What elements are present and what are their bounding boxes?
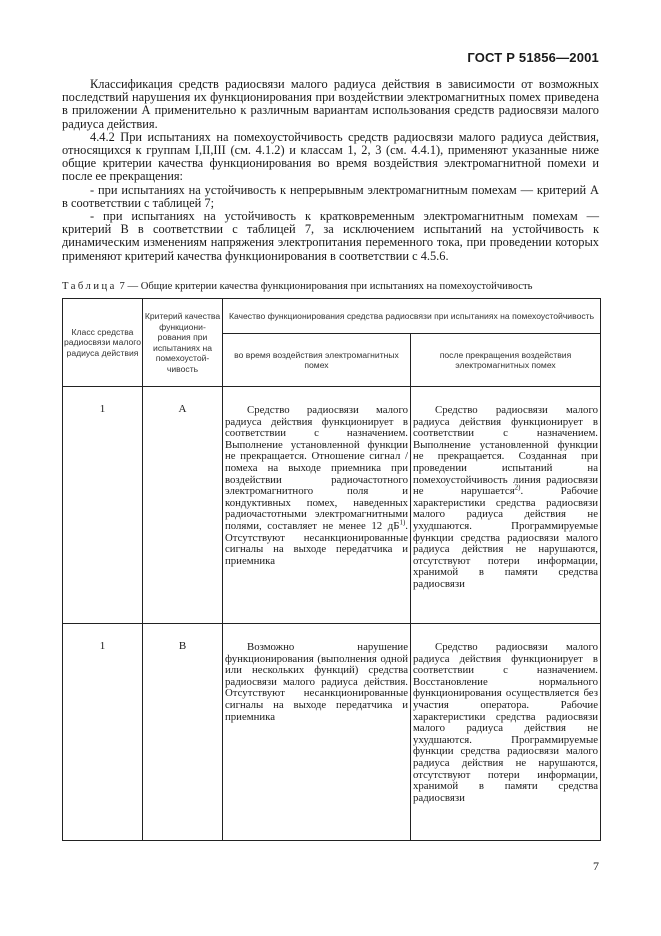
cell-during-text: Возможно нарушение функционирования (выполнения одной или нескольких функций) средства радиосвязи малого радиуса действия. Отсутствуют несанкционированные сигналы на выходе передатчика и приемника: [225, 641, 408, 723]
paragraph-classification: Классификация средств радиосвязи малого радиуса действия в зависимости от возможных последствий нарушения их функционирования при воздействии электромагнитных помех приведена в приложении А применительно к различным вариантам использования средств радиосвязи малого радиуса действия.: [62, 77, 599, 131]
table-caption: [62, 281, 602, 292]
cell-during-tail: . Отсутствуют несанкционированные сигналы на выходе передатчика и приемника: [225, 519, 408, 567]
header-class: Класс средства радиосвязи малого радиуса действия: [63, 299, 143, 387]
table-caption-prefix: Таблица: [62, 281, 117, 292]
paragraph-4-4-2: 4.4.2 При испытаниях на помехоустойчивость средств радиосвязи малого радиуса действия, относящихся к группам I,II,III (см. 4.1.2) и классам 1, 2, 3 (см. 4.4.1), применяют указанные ниже общие критерии качества функционирования во время воздействия электромагнитной помехи и после ее прекращения:: [62, 129, 599, 184]
table-caption-text: 7 — Общие критерии качества функционирования при испытаниях на помехоустойчивость: [116, 281, 533, 292]
table-row: [63, 387, 601, 624]
table-header-row: [63, 299, 601, 334]
cell-after-text: Средство радиосвязи малого радиуса действия функционирует в соответствии с назначением. Выполнение установленной функции не прекращается. Созданная при проведении испытаний на помехоустойчивость линия радиосвязи не нарушается: [413, 404, 598, 498]
header-quality: Качество функционирования средства радиосвязи при испытаниях на помехоустойчивость: [223, 299, 601, 334]
cell-after-text: Средство радиосвязи малого радиуса действия функционирует в соответствии с назначением. Восстановление нормального функционирования осуществляется без участия оператора. Рабочие характеристики средства радиосвязи малого радиуса действия не ухудшаются. Программируемые функции средства радиосвязи малого радиуса действия не нарушаются, отсутствуют потери информации, хранимой в памяти средства радиосвязи: [413, 641, 598, 804]
paragraph-criterion-b: - при испытаниях на устойчивость к кратковременным электромагнитным помехам — критерий В в соответствии с таблицей 7, за исключением испытаний на устойчивость к динамическим изменениям напряжения электропитания переменного тока, при проведении которых применяют критерий качества функционирования в соответствии с 4.5.6.: [62, 209, 599, 263]
cell-criterion: В: [143, 624, 223, 841]
cell-class: 1: [63, 624, 143, 841]
cell-criterion: А: [143, 387, 223, 624]
cell-during-text: Средство радиосвязи малого радиуса действия функционирует в соответствии с назначением. Выполнение установленной функции не прекращается. Отношение сигнал / помеха на выходе приемника при воздействии радиочастотного электромагнитного поля и кондуктивных помех, наведенных радиочастотными электромагнитными полями, составляет не менее 12 дБ: [225, 404, 408, 532]
table-row: [63, 624, 601, 841]
header-during: во время воздействия электромагнитных помех: [223, 334, 411, 387]
cell-during: [223, 624, 411, 841]
cell-after-tail: . Рабочие характеристики средства радиосвязи малого радиуса действия не ухудшаются. Программируемые функции средства радиосвязи малого радиуса действия не нарушаются, отсутствуют потери информации, хранимой в памяти средства радиосвязи: [413, 485, 598, 590]
page-number: 7: [593, 859, 599, 873]
cell-after: [411, 624, 601, 841]
body-text: [62, 78, 599, 263]
criteria-table: [62, 298, 601, 841]
document-id: ГОСТ Р 51856—2001: [467, 50, 599, 65]
cell-class: 1: [63, 387, 143, 624]
header-criterion: Критерий качества функциони- рования при испытаниях на помехоустой- чивость: [143, 299, 223, 387]
footnote-ref-1: 1): [399, 518, 406, 527]
cell-during: [223, 387, 411, 624]
paragraph-criterion-a: - при испытаниях на устойчивость к непрерывным электромагнитным помехам — критерий А в соответствии с таблицей 7;: [62, 182, 599, 210]
cell-after: [411, 387, 601, 624]
header-after: после прекращения воздействия электромагнитных помех: [411, 334, 601, 387]
footnote-ref-2: 2): [514, 483, 521, 492]
